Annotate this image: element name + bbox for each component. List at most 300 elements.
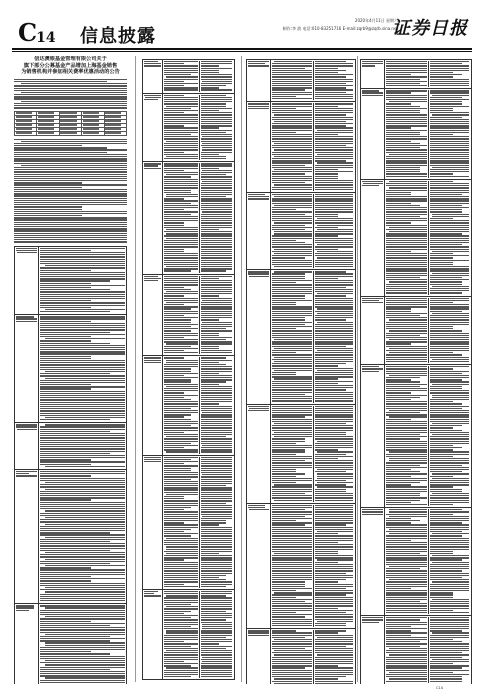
text-line: [315, 549, 353, 550]
text-line: [430, 92, 469, 93]
text-line: [40, 274, 125, 275]
text-line: [272, 480, 312, 481]
text-line: [201, 604, 232, 605]
text-line: [430, 333, 469, 334]
text-line: [201, 555, 232, 556]
ledger-value: [39, 423, 126, 469]
text-line: [248, 273, 269, 274]
text-line: [272, 535, 312, 536]
ledger-row: [361, 89, 471, 180]
text-line: [14, 224, 127, 225]
text-line: [164, 125, 184, 126]
text-line: [389, 154, 427, 155]
text-line: [272, 341, 312, 342]
text-line: [386, 546, 427, 547]
text-line: [164, 531, 184, 532]
text-line: [430, 70, 469, 71]
text-line: [40, 453, 109, 454]
text-line: [386, 641, 420, 642]
text-line: [166, 156, 197, 157]
text-line: [40, 305, 125, 306]
text-line: [430, 497, 469, 498]
text-line: [201, 425, 232, 426]
text-line: [164, 79, 197, 80]
text-line: [315, 335, 353, 336]
text-line: [432, 313, 469, 314]
text-line: [430, 330, 462, 331]
text-line: [201, 410, 232, 411]
text-line: [315, 566, 353, 567]
text-line: [272, 643, 312, 644]
text-line: [272, 203, 312, 204]
text-line: [386, 324, 427, 325]
text-line: [201, 575, 227, 576]
text-line: [386, 211, 427, 212]
text-line: [386, 341, 427, 342]
masthead: [12, 14, 472, 52]
ledger-value-right: [199, 95, 233, 161]
text-line: [430, 421, 469, 422]
text-line: [201, 527, 232, 528]
text-line: [249, 509, 269, 510]
text-line: [386, 275, 427, 276]
newspaper-logo: 证券日报: [392, 18, 468, 39]
text-line: [363, 183, 383, 184]
text-line: [14, 215, 82, 216]
text-line: [386, 119, 427, 120]
text-line: [317, 370, 353, 371]
text-line: [430, 145, 469, 146]
text-line: [40, 431, 109, 432]
text-line: [201, 652, 232, 653]
text-line: [40, 658, 125, 659]
text-line: [249, 408, 269, 409]
text-line: [272, 456, 312, 457]
text-line: [40, 636, 109, 637]
ledger-value-left: [164, 591, 198, 679]
text-line: [40, 433, 125, 434]
text-line: [201, 141, 232, 142]
text-line: [315, 619, 353, 620]
text-line: [201, 276, 232, 277]
ledger-row: [15, 470, 126, 604]
text-line: [386, 527, 427, 528]
text-line: [386, 406, 427, 407]
text-line: [272, 672, 312, 673]
text-line: [272, 76, 312, 77]
text-line: [201, 481, 232, 482]
text-line: [40, 649, 125, 650]
text-line: [40, 283, 91, 284]
text-line: [201, 315, 232, 316]
text-line: [430, 430, 462, 431]
text-line: [430, 255, 469, 256]
text-line: [40, 515, 125, 516]
text-line: [274, 114, 312, 115]
text-line: [386, 584, 427, 585]
text-line: [386, 366, 427, 367]
text-line: [274, 361, 312, 362]
text-line: [40, 612, 125, 613]
ledger-row: [247, 629, 355, 684]
text-line: [40, 384, 91, 385]
text-line: [272, 216, 312, 217]
text-line: [272, 575, 312, 576]
text-line: [201, 597, 232, 598]
text-line: [40, 413, 125, 414]
text-line: [248, 632, 269, 633]
text-line: [201, 522, 227, 523]
text-line: [272, 167, 312, 168]
text-line: [164, 346, 191, 347]
text-line: [164, 176, 191, 177]
text-line: [315, 592, 353, 593]
text-line: [430, 410, 469, 411]
ledger-value-right: [199, 61, 233, 92]
text-line: [272, 251, 312, 252]
text-line: [272, 304, 296, 305]
text-line: [274, 553, 312, 554]
text-line: [202, 628, 232, 629]
text-line: [386, 343, 411, 344]
text-line: [272, 119, 312, 120]
text-line: [201, 613, 232, 614]
text-line: [202, 624, 232, 625]
text-line: [201, 328, 227, 329]
ledger-row: [143, 356, 234, 455]
text-line: [272, 96, 296, 97]
text-line: [272, 112, 312, 113]
text-line: [315, 220, 353, 221]
text-line: [164, 522, 184, 523]
text-line: [16, 473, 29, 474]
text-line: [386, 586, 427, 587]
text-line: [248, 630, 269, 631]
text-line: [386, 200, 427, 201]
text-line: [315, 291, 353, 292]
text-line: [14, 233, 127, 234]
text-line: [430, 500, 469, 501]
text-line: [164, 500, 197, 501]
text-line: [386, 522, 411, 523]
text-line: [164, 657, 197, 658]
text-line: [201, 670, 232, 671]
text-line: [272, 385, 312, 386]
text-line: [430, 522, 462, 523]
text-line: [315, 169, 338, 170]
text-line: [272, 573, 312, 574]
text-line: [430, 443, 469, 444]
text-line: [202, 143, 232, 144]
text-line: [386, 302, 427, 303]
text-line: [317, 244, 353, 245]
text-line: [272, 289, 312, 290]
text-line: [386, 421, 427, 422]
text-line: [317, 350, 353, 351]
text-line: [164, 138, 197, 139]
text-line: [386, 388, 427, 389]
text-line: [432, 659, 469, 660]
text-line: [14, 230, 127, 231]
text-line: [272, 495, 312, 496]
text-line: [40, 442, 125, 443]
table-cell: [82, 131, 104, 135]
text-line: [201, 68, 232, 69]
text-line: [272, 306, 312, 307]
text-line: [201, 304, 232, 305]
text-line: [164, 566, 197, 567]
text-line: [40, 610, 125, 611]
text-line: [315, 330, 353, 331]
text-line: [430, 317, 469, 318]
text-line: [315, 343, 353, 344]
text-line: [430, 608, 469, 609]
column-4: [360, 56, 472, 684]
text-line: [164, 257, 197, 258]
text-line: [166, 386, 197, 387]
text-line: [40, 475, 91, 476]
text-line: [386, 559, 427, 560]
text-line: [430, 630, 462, 631]
cell-text: [16, 128, 32, 129]
text-line: [201, 152, 232, 153]
text-line: [430, 74, 462, 75]
ledger-value-left: [386, 617, 428, 683]
text-line: [164, 465, 197, 466]
text-line: [272, 400, 312, 401]
text-line: [164, 646, 191, 647]
text-line: [432, 581, 469, 582]
text-line: [164, 357, 184, 358]
text-line: [201, 337, 232, 338]
text-line: [201, 103, 227, 104]
text-line: [201, 630, 232, 631]
text-line: [164, 209, 184, 210]
text-line: [40, 605, 125, 606]
text-line: [201, 568, 232, 569]
text-line: [272, 473, 305, 474]
text-line: [315, 608, 338, 609]
text-line: [164, 425, 191, 426]
text-line: [14, 156, 127, 157]
text-line: [272, 176, 312, 177]
text-line: [386, 497, 427, 498]
text-line: [272, 599, 312, 600]
text-line: [317, 476, 353, 477]
text-line: [201, 255, 232, 256]
text-line: [40, 623, 125, 624]
text-line: [40, 569, 125, 570]
text-line: [201, 83, 232, 84]
text-line: [430, 597, 453, 598]
text-line: [315, 304, 353, 305]
text-line: [430, 438, 469, 439]
text-line: [272, 608, 312, 609]
text-line: [317, 621, 353, 622]
text-line: [164, 511, 197, 512]
text-line: [430, 538, 469, 539]
cell-text: [16, 132, 32, 133]
text-line: [201, 386, 232, 387]
text-line: [274, 169, 312, 170]
text-line: [164, 132, 197, 133]
text-line: [272, 300, 312, 301]
text-line: [164, 198, 184, 199]
text-line: [386, 430, 427, 431]
text-line: [274, 683, 312, 684]
text-line: [430, 173, 453, 174]
cell-text: [105, 128, 121, 129]
ledger-value-left: [164, 163, 198, 272]
text-line: [386, 392, 411, 393]
text-line: [430, 559, 462, 560]
text-line: [201, 546, 232, 547]
text-line: [315, 643, 353, 644]
text-line: [386, 371, 427, 372]
text-line: [40, 627, 125, 628]
text-line: [386, 273, 427, 274]
cell-text: [105, 120, 121, 121]
text-line: [164, 562, 197, 563]
text-line: [272, 374, 296, 375]
text-line: [201, 436, 227, 437]
text-line: [430, 447, 462, 448]
text-line: [21, 101, 127, 102]
text-line: [164, 524, 197, 525]
text-line: [315, 108, 353, 109]
text-line: [315, 76, 346, 77]
text-line: [430, 288, 469, 289]
text-line: [430, 165, 469, 166]
text-line: [14, 160, 127, 161]
text-line: [315, 423, 346, 424]
text-line: [40, 532, 109, 533]
text-line: [386, 185, 427, 186]
text-line: [430, 588, 469, 589]
text-line: [430, 635, 469, 636]
text-line: [201, 447, 232, 448]
text-line: [430, 181, 453, 182]
text-line: [201, 227, 232, 228]
text-line: [164, 352, 197, 353]
ledger-value-right: [313, 630, 354, 684]
text-line: [40, 278, 125, 279]
text-line: [315, 616, 353, 617]
text-line: [201, 507, 232, 508]
text-line: [164, 659, 197, 660]
text-line: [40, 440, 125, 441]
text-line: [386, 357, 427, 358]
text-line: [201, 665, 232, 666]
text-line: [14, 171, 127, 172]
text-line: [164, 83, 197, 84]
text-line: [386, 408, 427, 409]
text-line: [315, 577, 353, 578]
text-line: [386, 65, 427, 66]
text-line: [40, 451, 125, 452]
text-line: [164, 551, 197, 552]
text-line: [386, 469, 411, 470]
text-line: [272, 507, 312, 508]
text-line: [315, 203, 353, 204]
text-line: [166, 451, 197, 452]
text-line: [40, 280, 109, 281]
text-line: [201, 414, 232, 415]
text-line: [201, 125, 232, 126]
notice-title: [14, 56, 127, 76]
column-separator: [135, 56, 136, 682]
text-line: [164, 474, 197, 475]
text-line: [40, 287, 91, 288]
text-line: [164, 514, 197, 515]
text-line: [164, 470, 191, 471]
text-line: [430, 412, 469, 413]
text-line: [201, 494, 232, 495]
text-line: [386, 549, 427, 550]
text-line: [164, 240, 197, 241]
text-line: [272, 383, 312, 384]
text-line: [40, 506, 125, 507]
text-line: [386, 630, 411, 631]
text-line: [40, 647, 125, 648]
text-line: [164, 509, 184, 510]
text-line: [164, 597, 197, 598]
text-line: [40, 358, 91, 359]
text-line: [144, 61, 158, 62]
text-line: [430, 361, 469, 362]
text-line: [272, 670, 312, 671]
text-line: [432, 562, 469, 563]
text-line: [386, 535, 427, 536]
ledger-value: [385, 89, 471, 179]
text-line: [201, 430, 232, 431]
text-line: [144, 357, 161, 358]
text-line: [274, 592, 312, 593]
ledger-value: [39, 315, 126, 422]
text-line: [164, 284, 197, 285]
text-line: [389, 451, 427, 452]
text-line: [40, 632, 125, 633]
text-line: [317, 225, 353, 226]
text-line: [272, 410, 312, 411]
text-line: [430, 566, 469, 567]
text-line: [430, 553, 453, 554]
text-line: [166, 553, 197, 554]
text-line: [272, 398, 312, 399]
text-line: [386, 427, 427, 428]
text-line: [386, 377, 420, 378]
text-line: [386, 292, 427, 293]
text-line: [201, 72, 220, 73]
text-line: [430, 121, 469, 122]
text-line: [386, 134, 420, 135]
text-line: [40, 291, 125, 292]
text-line: [315, 421, 353, 422]
text-line: [386, 220, 427, 221]
text-line: [40, 502, 125, 503]
text-line: [272, 416, 305, 417]
text-line: [272, 438, 305, 439]
text-line: [386, 441, 427, 442]
text-line: [430, 264, 453, 265]
text-line: [201, 79, 232, 80]
text-line: [14, 195, 127, 196]
text-line: [14, 180, 127, 181]
cell-text: [105, 132, 121, 133]
text-line: [201, 190, 232, 191]
text-line: [248, 196, 269, 197]
text-line: [201, 595, 227, 596]
